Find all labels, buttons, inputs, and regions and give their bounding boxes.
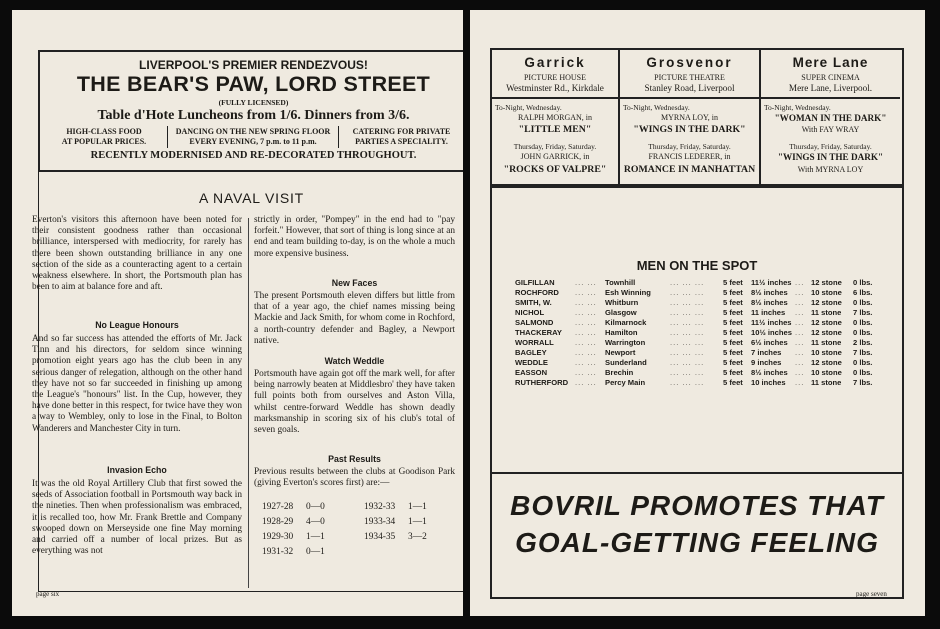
player-lbs: 7 lbs. <box>853 308 873 317</box>
player-town: Esh Winning <box>605 288 651 297</box>
page-number-left: page six <box>36 590 60 598</box>
leader-dots: ... <box>795 358 805 367</box>
player-inches: 8½ inches <box>751 298 788 307</box>
advert-title: THE BEAR'S PAW, LORD STREET <box>76 72 431 96</box>
result-season: 1933-34 <box>364 517 396 527</box>
leader-dots: ... ... ... <box>670 288 705 297</box>
bovril-divider <box>492 472 902 474</box>
player-feet: 5 feet <box>723 378 743 387</box>
article-paragraph: The present Portsmouth eleven differs but little from that of a year ago, the chief names missing being Mackie and Jack Smith, for whom come in Rochford, a north-country defender and Bagley, a Newport native. <box>254 291 455 346</box>
player-inches: 10 inches <box>751 378 786 387</box>
player-name: WORRALL <box>515 338 554 347</box>
leader-dots: ... ... ... <box>670 378 705 387</box>
player-lbs: 0 lbs. <box>853 328 873 337</box>
subheading-new-faces: New Faces <box>331 278 378 288</box>
player-feet: 5 feet <box>723 288 743 297</box>
cinema-film2: "WINGS IN THE DARK" <box>777 152 884 162</box>
player-feet: 5 feet <box>723 318 743 327</box>
cinema-type: SUPER CINEMA <box>801 73 860 82</box>
cinema-star: RALPH MORGAN, in <box>517 113 592 122</box>
player-inches: 11 inches <box>751 308 786 317</box>
subheading-past-results: Past Results <box>328 454 381 464</box>
cinema-name: Grosvenor <box>646 55 733 70</box>
roster-title: MEN ON THE SPOT <box>636 258 758 273</box>
player-inches: 11½ inches <box>751 318 792 327</box>
page-number-right: page seven <box>856 590 887 598</box>
leader-dots: ... <box>795 348 805 357</box>
leader-dots: ... ... <box>575 278 597 287</box>
player-name: RUTHERFORD <box>515 378 569 387</box>
player-stone: 11 stone <box>811 338 842 347</box>
player-stone: 12 stone <box>811 328 842 337</box>
cinema-later: Thursday, Friday, Saturday. <box>513 142 597 151</box>
player-town: Whitburn <box>605 298 639 307</box>
player-lbs: 7 lbs. <box>853 378 873 387</box>
player-feet: 5 feet <box>723 298 743 307</box>
article-paragraph: Portsmouth have again got off the mark well, for after being narrowly beaten at Middlesbro' they have taken full points both from ourselves and Aston Villa, whilst centre-forward Weddle has shown deadly marksmanship in scoring six of his club's total of seven goals. <box>254 369 455 436</box>
leader-dots: ... ... <box>575 338 597 347</box>
cinema-type: PICTURE HOUSE <box>523 73 586 82</box>
leader-dots: ... <box>795 338 805 347</box>
result-score: 1—1 <box>408 517 427 527</box>
bovril-slogan-line2: GOAL-GETTING FEELING <box>515 527 879 558</box>
cinema-name: Garrick <box>524 55 586 70</box>
result-score: 0—1 <box>306 547 325 557</box>
player-inches: 9 inches <box>751 358 782 367</box>
advert-col-food-line2: AT POPULAR PRICES. <box>61 136 147 146</box>
player-stone: 12 stone <box>811 298 842 307</box>
cinema-header-rule <box>761 97 900 99</box>
player-name: BAGLEY <box>515 348 547 357</box>
player-inches: 7 inches <box>751 348 782 357</box>
left-page <box>12 10 463 616</box>
player-lbs: 6 lbs. <box>853 288 873 297</box>
player-name: EASSON <box>515 368 548 377</box>
cinema-star2: JOHN GARRICK, in <box>520 152 590 161</box>
cinema-garrick <box>492 50 618 184</box>
player-town: Newport <box>605 348 636 357</box>
article-title: A NAVAL VISIT <box>198 190 305 206</box>
advert-col-catering-line2: PARTIES A SPECIALITY. <box>355 136 448 146</box>
player-town: Warrington <box>605 338 646 347</box>
player-lbs: 0 lbs. <box>853 368 873 377</box>
cinema-address: Westminster Rd., Kirkdale <box>506 83 604 93</box>
cinema-film: "WINGS IN THE DARK" <box>633 124 746 135</box>
leader-dots: ... <box>795 328 805 337</box>
player-stone: 12 stone <box>811 278 842 287</box>
player-feet: 5 feet <box>723 308 743 317</box>
player-name: SALMOND <box>515 318 554 327</box>
advert-footer: RECENTLY MODERNISED AND RE-DECORATED THROUGHOUT. <box>90 150 417 161</box>
result-score: 1—1 <box>306 532 325 542</box>
subheading-invasion-echo: Invasion Echo <box>107 465 167 475</box>
advert-col-food-line1: HIGH-CLASS FOOD <box>66 127 142 136</box>
cinema-later: Thursday, Friday, Saturday. <box>648 142 731 151</box>
result-season: 1929-30 <box>262 532 294 542</box>
leader-dots: ... <box>795 298 805 307</box>
leader-dots: ... ... <box>575 318 597 327</box>
cinema-film2: ROMANCE IN MANHATTAN <box>623 164 756 175</box>
leader-dots: ... ... <box>575 328 597 337</box>
result-season: 1927-28 <box>262 502 294 512</box>
player-name: SMITH, W. <box>515 298 552 307</box>
advert-col-catering-line1: CATERING FOR PRIVATE <box>352 127 451 136</box>
advert-col-dancing-line1: DANCING ON THE NEW SPRING FLOOR <box>175 127 331 136</box>
player-town: Hamilton <box>605 328 638 337</box>
leader-dots: ... ... <box>575 368 597 377</box>
column-rule <box>248 218 249 588</box>
leader-dots: ... ... <box>575 358 597 367</box>
leader-dots: ... ... <box>575 288 597 297</box>
advert-col-food <box>42 127 166 146</box>
result-season: 1928-29 <box>262 517 294 527</box>
advert-meals: Table d'Hote Luncheons from 1/6. Dinners from 3/6. <box>97 108 410 123</box>
cinema-film: "WOMAN IN THE DARK" <box>774 113 887 123</box>
leader-dots: ... <box>795 288 805 297</box>
player-inches: 10½ inches <box>751 328 792 337</box>
player-town: Percy Main <box>605 378 646 387</box>
player-stone: 12 stone <box>811 318 842 327</box>
cinema-address: Stanley Road, Liverpool <box>644 83 735 93</box>
leader-dots: ... ... ... <box>670 338 705 347</box>
player-stone: 10 stone <box>811 368 842 377</box>
result-season: 1931-32 <box>262 547 294 557</box>
player-town: Glasgow <box>605 308 637 317</box>
article-paragraph: Everton's visitors this afternoon have been noted for their consistent goodness rather than occasional brilliance, interspersed with mediocrity, for rarely has there been shown outstanding brilliance in any one section of the side as a counteracting agent to a certain weakness elsewhere. In short, the Portsmouth plan has been to aim at balance fore and aft. <box>32 215 242 293</box>
player-name: THACKERAY <box>515 328 562 337</box>
player-feet: 5 feet <box>723 328 743 337</box>
player-inches: 11½ inches <box>751 278 792 287</box>
right-page <box>470 10 925 616</box>
cinema-header-rule <box>492 97 618 99</box>
player-name: WEDDLE <box>515 358 548 367</box>
player-town: Brechin <box>605 368 634 377</box>
cinema-address: Mere Lane, Liverpool. <box>788 83 873 93</box>
cinema-tonight: To-Night, Wednesday. <box>623 103 690 112</box>
cinema-type: PICTURE THEATRE <box>654 73 725 82</box>
result-season: 1932-33 <box>364 502 396 512</box>
player-feet: 5 feet <box>723 368 743 377</box>
subheading-watch-weddle: Watch Weddle <box>324 356 385 366</box>
player-stone: 10 stone <box>811 348 842 357</box>
player-feet: 5 feet <box>723 278 743 287</box>
cinema-star: With FAY WRAY <box>801 125 860 134</box>
result-score: 1—1 <box>408 502 427 512</box>
cinema-name: Mere Lane <box>792 55 869 70</box>
advert-licensed: (FULLY LICENSED) <box>218 98 289 107</box>
player-stone: 11 stone <box>811 378 842 387</box>
leader-dots: ... ... ... <box>670 348 705 357</box>
leader-dots: ... ... ... <box>670 308 705 317</box>
leader-dots: ... ... <box>575 298 597 307</box>
leader-dots: ... <box>795 318 805 327</box>
leader-dots: ... <box>795 378 805 387</box>
leader-dots: ... ... <box>575 348 597 357</box>
cinema-header-rule <box>620 97 759 99</box>
player-feet: 5 feet <box>723 358 743 367</box>
cinema-later: Thursday, Friday, Saturday. <box>789 142 872 151</box>
leader-dots: ... ... <box>575 308 597 317</box>
player-stone: 10 stone <box>811 288 842 297</box>
cinema-film2: "ROCKS OF VALPRE" <box>503 164 607 175</box>
cinema-star2: With MYRNA LOY <box>797 165 864 174</box>
leader-dots: ... <box>795 278 805 287</box>
cinema-star2: FRANCIS LEDERER, in <box>648 152 731 161</box>
player-lbs: 0 lbs. <box>853 278 873 287</box>
leader-dots: ... <box>795 368 805 377</box>
player-feet: 5 feet <box>723 338 743 347</box>
result-score: 4—0 <box>306 517 325 527</box>
leader-dots: ... ... ... <box>670 298 705 307</box>
player-inches: 8½ inches <box>751 288 788 297</box>
article-paragraph: It was the old Royal Artillery Club that first sowed the seeds of Association football in Portsmouth way back in the nineties. Then when professionalism was embraced, it is recalled too, how Mr. Frank Brettle and Company swooped down on Merseyside one fine May morning and carried off a number of local prizes. But as everything was not <box>32 479 242 557</box>
advert-col-dancing-line2: EVERY EVENING, 7 p.m. to 11 p.m. <box>189 136 317 146</box>
leader-dots: ... ... ... <box>670 328 705 337</box>
leader-dots: ... ... ... <box>670 278 705 287</box>
cinema-star: MYRNA LOY, in <box>661 113 718 122</box>
advert-tagline: LIVERPOOL'S PREMIER RENDEZVOUS! <box>139 58 368 72</box>
player-town: Townhill <box>605 278 636 287</box>
leader-dots: ... ... <box>575 378 597 387</box>
player-lbs: 0 lbs. <box>853 358 873 367</box>
player-stone: 12 stone <box>811 358 842 367</box>
result-score: 3—2 <box>408 532 427 542</box>
player-name: GILFILLAN <box>515 278 555 287</box>
cinema-tonight: To-Night, Wednesday. <box>495 103 562 112</box>
player-town: Sunderland <box>605 358 647 367</box>
bovril-slogan-line1: BOVRIL PROMOTES THAT <box>510 490 884 521</box>
article-paragraph: Previous results between the clubs at Goodison Park (giving Everton's scores first) are:— <box>254 467 455 489</box>
subheading-no-league-honours: No League Honours <box>95 320 179 330</box>
result-season: 1934-35 <box>364 532 396 542</box>
player-stone: 11 stone <box>811 308 842 317</box>
article-paragraph: And so far success has attended the efforts of Mr. Jack Tinn and his directors, for seldom since winning promotion eight years ago has the club been in any serious danger of relegation, although on the other hand they have not so far succeeded in finishing up among the League's "honours" list. In the Cup, however, they have done better in this respect, for twice have they won a way to Wembley, only to lose in the Final, to Bolton Wanderers and Manchester City in turn. <box>32 334 242 434</box>
player-name: NICHOL <box>515 308 545 317</box>
cinema-tonight: To-Night, Wednesday. <box>764 103 831 112</box>
player-lbs: 7 lbs. <box>853 348 873 357</box>
player-name: ROCHFORD <box>515 288 559 297</box>
advert-col-catering <box>339 127 463 146</box>
leader-dots: ... <box>795 308 805 317</box>
leader-dots: ... ... ... <box>670 358 705 367</box>
past-results-table <box>254 502 455 562</box>
advert-col-dancing <box>168 127 338 146</box>
player-inches: 8½ inches <box>751 368 788 377</box>
leader-dots: ... ... ... <box>670 368 705 377</box>
player-inches: 6½ inches <box>751 338 788 347</box>
leader-dots: ... ... ... <box>670 318 705 327</box>
player-town: Kilmarnock <box>605 318 647 327</box>
player-lbs: 2 lbs. <box>853 338 873 347</box>
result-score: 0—0 <box>306 502 325 512</box>
player-feet: 5 feet <box>723 348 743 357</box>
player-lbs: 0 lbs. <box>853 298 873 307</box>
cinema-grosvenor <box>620 50 759 184</box>
bears-paw-advert <box>38 50 463 172</box>
cinema-mere-lane <box>761 50 900 184</box>
cinema-film: "LITTLE MEN" <box>518 124 592 135</box>
player-lbs: 0 lbs. <box>853 318 873 327</box>
article-paragraph: strictly in order, "Pompey" in the end had to "pay forfeit." However, that sort of thing is long since at an end and team building to-day, is on the whole a much more expensive business. <box>254 215 455 259</box>
roster-table <box>470 278 925 398</box>
